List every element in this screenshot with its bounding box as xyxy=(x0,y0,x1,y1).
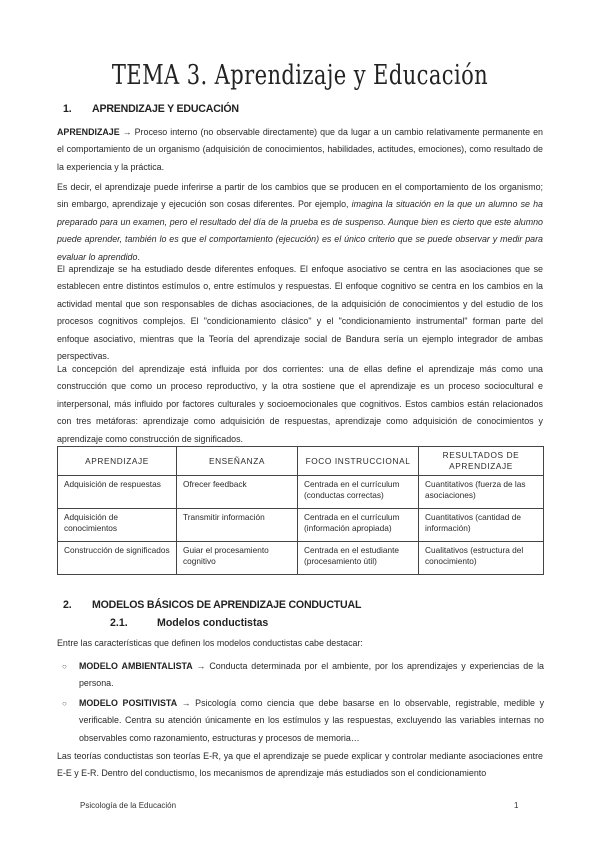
list-item xyxy=(62,695,544,747)
definition-text: Proceso interno (no observable directamente) que da lugar a un cambio relativamente permanente en el comportamiento de un organismo (adquisición de conocimientos, habilidades, actitudes, emociones), como resultado de la experiencia y la práctica. xyxy=(57,127,543,172)
example-plain-text: Es decir, el aprendizaje puede inferirse a partir de los cambios que se producen en el comportamiento de los organismo; sin embargo, aprendizaje y ejecución son cosas diferentes. Por ejemplo, xyxy=(57,182,543,210)
page-title: TEMA 3. Aprendizaje y Educación xyxy=(111,60,489,91)
arrow-icon: → xyxy=(181,698,191,708)
table-row xyxy=(58,476,544,509)
section-1-title: APRENDIZAJE Y EDUCACIÓN xyxy=(92,103,239,115)
table-cell: Adquisición de conocimientos xyxy=(58,509,177,542)
table-cell: Centrada en el estudiante (procesamiento útil) xyxy=(298,542,419,575)
table-cell: Ofrecer feedback xyxy=(177,476,298,509)
example-end: . xyxy=(137,251,140,262)
table-cell: Construcción de significados xyxy=(58,542,177,575)
subsection-2-1-heading xyxy=(110,617,268,629)
circle-bullet-icon: ○ xyxy=(62,662,67,671)
behaviorist-theories-paragraph: Las teorías conductistas son teorías E-R, ya que el aprendizaje se puede explicar y controlar mediante asociaciones entre E-E y E-R. Dentro del conductismo, los mecanismos de aprendizaje más estudiados son el condicionamiento xyxy=(57,751,543,779)
bullet-term: MODELO AMBIENTALISTA xyxy=(79,661,193,671)
table-header-row xyxy=(58,447,544,476)
bullet-term: MODELO POSITIVISTA xyxy=(79,698,178,708)
section-2-title: MODELOS BÁSICOS DE APRENDIZAJE CONDUCTUAL xyxy=(92,599,362,611)
approaches-paragraph: El aprendizaje se ha estudiado desde diferentes enfoques. El enfoque asociativo se centra en las asociaciones que se establecen entre distintos estímulos o, entre estímulos y respuestas. El enfoque cognitivo se centra en los cambios en la actividad mental que son responsables de dichas asociaciones, de la adquisición de conocimientos y del estudio de los procesos cognitivos complejos. El "condicionamiento clásico" y el "condicionamiento instrumental" forman parte del enfoque asociativo, mientras que la Teoría del aprendizaje social de Bandura sería un ejemplo integrador de ambas perspectivas. xyxy=(57,264,543,362)
table-cell: Guiar el procesamiento cognitivo xyxy=(177,542,298,575)
learning-metaphors-table xyxy=(57,446,544,575)
table-cell: Cualitativos (estructura del conocimiento) xyxy=(419,542,544,575)
table-cell: Centrada en el currículum (información apropiada) xyxy=(298,509,419,542)
bullet-text: Psicología como ciencia que debe basarse en lo observable, registrable, medible y verificable. Centra su atención únicamente en los estímulos y las respuestas, excluyendo las variables internas no observables como razonamiento, estructuras y procesos de memoria… xyxy=(79,698,545,743)
table-cell: Adquisición de respuestas xyxy=(58,476,177,509)
table-header-cell: RESULTADOS DE APRENDIZAJE xyxy=(419,447,544,476)
section-1-number: 1. xyxy=(63,103,72,115)
page-number: 1 xyxy=(514,801,519,810)
definition-paragraph xyxy=(57,124,543,176)
example-italic-text: imagina la situación en la que un alumno se ha preparado para un examen, pero el resultado del día de la prueba es de suspenso. Aunque bien es cierto que este alumno puede aprender, también lo es que el comportamiento (ejecución) es el único criterio que se puede observar y medir para evaluar lo aprendido xyxy=(57,199,543,262)
subsection-2-1-number: 2.1. xyxy=(110,617,128,629)
table-header-cell: ENSEÑANZA xyxy=(177,447,298,476)
definition-term: APRENDIZAJE xyxy=(57,127,120,137)
table-cell: Transmitir información xyxy=(177,509,298,542)
arrow-icon: → xyxy=(122,127,132,137)
arrow-icon: → xyxy=(196,661,206,671)
section-2-heading xyxy=(63,599,361,611)
list-item xyxy=(62,658,544,693)
footer-subject: Psicología de la Educación xyxy=(80,801,177,810)
table-row xyxy=(58,542,544,575)
subsection-2-1-title: Modelos conductistas xyxy=(157,617,269,629)
example-paragraph xyxy=(57,179,543,266)
bullet-text: Conducta determinada por el ambiente, por los aprendizajes y experiencias de la persona. xyxy=(79,661,544,689)
circle-bullet-icon: ○ xyxy=(62,699,67,708)
table-cell: Centrada en el currículum (conductas correctas) xyxy=(298,476,419,509)
conception-paragraph: La concepción del aprendizaje está influida por dos corrientes: una de ellas define el aprendizaje más como una construcción que como un proceso reproductivo, y la otra sostiene que el aprendizaje es un proceso sociocultural e interpersonal, más influido por factores culturales y socioemocionales que cognitivos. Estos cambios están relacionados con tres metáforas: aprendizaje como adquisición de respuestas, aprendizaje como adquisición de conocimientos y aprendizaje como construcción de significados. xyxy=(57,364,543,444)
table-cell: Cuantitativos (cantidad de información) xyxy=(419,509,544,542)
table-header-cell: FOCO INSTRUCCIONAL xyxy=(298,447,419,476)
models-intro-paragraph: Entre las características que definen los modelos conductistas cabe destacar: xyxy=(57,638,363,648)
section-2-number: 2. xyxy=(63,599,72,611)
table-cell: Cuantitativos (fuerza de las asociaciones) xyxy=(419,476,544,509)
table-row xyxy=(58,509,544,542)
table-header-cell: APRENDIZAJE xyxy=(58,447,177,476)
section-1-heading xyxy=(63,103,239,115)
